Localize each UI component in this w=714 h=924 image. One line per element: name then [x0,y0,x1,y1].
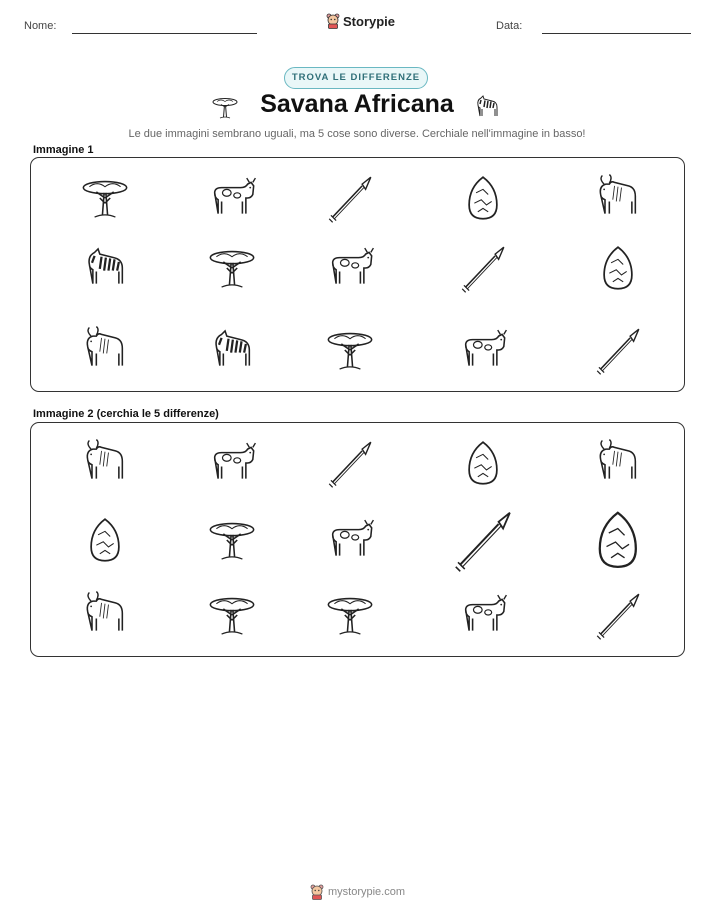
panel-2-label: Immagine 2 (cerchia le 5 differenze) [33,408,219,420]
tree-icon[interactable] [79,172,131,224]
brand [326,13,395,29]
zebra-icon[interactable] [206,324,258,376]
footer [310,884,405,900]
stone-icon[interactable] [592,242,644,294]
badge: TROVA LE DIFFERENZE [284,67,428,89]
spear-icon[interactable] [592,324,644,376]
panel-1-label: Immagine 1 [33,144,94,156]
spear-icon[interactable] [592,589,644,641]
name-line[interactable] [72,33,257,34]
spear-icon[interactable] [324,437,376,489]
date-line[interactable] [542,33,691,34]
tree-icon[interactable] [324,589,376,641]
wildebeest-icon[interactable] [592,437,644,489]
wildebeest-icon[interactable] [79,589,131,641]
wildebeest-icon[interactable] [79,324,131,376]
stone-icon[interactable] [584,506,652,574]
instructions: Le due immagini sembrano uguali, ma 5 cose sono diverse. Cerchiale nell'immagine in basso! [128,128,586,140]
zebra-icon[interactable] [79,242,131,294]
date-label: Data: [496,20,523,32]
tree-icon[interactable] [206,242,258,294]
spear-icon[interactable] [449,506,517,574]
stone-icon[interactable] [79,514,131,566]
footer-url: mystorypie.com [328,886,406,898]
wildebeest-icon[interactable] [592,172,644,224]
cow-icon[interactable] [324,242,376,294]
storypie-logo-icon [310,884,324,900]
tree-icon[interactable] [206,514,258,566]
cow-icon[interactable] [206,437,258,489]
tree-icon[interactable] [324,324,376,376]
brand-name: Storypie [343,13,396,29]
spear-icon[interactable] [457,242,509,294]
wildebeest-icon[interactable] [79,437,131,489]
title-zebra-icon [470,92,504,127]
stone-icon[interactable] [457,437,509,489]
name-label: Nome: [24,20,57,32]
cow-icon[interactable] [457,589,509,641]
cow-icon[interactable] [457,324,509,376]
cow-icon[interactable] [324,514,376,566]
tree-icon[interactable] [206,589,258,641]
cow-icon[interactable] [206,172,258,224]
storypie-logo-icon [326,13,340,29]
spear-icon[interactable] [324,172,376,224]
page-title: Savana Africana [260,90,454,118]
stone-icon[interactable] [457,172,509,224]
